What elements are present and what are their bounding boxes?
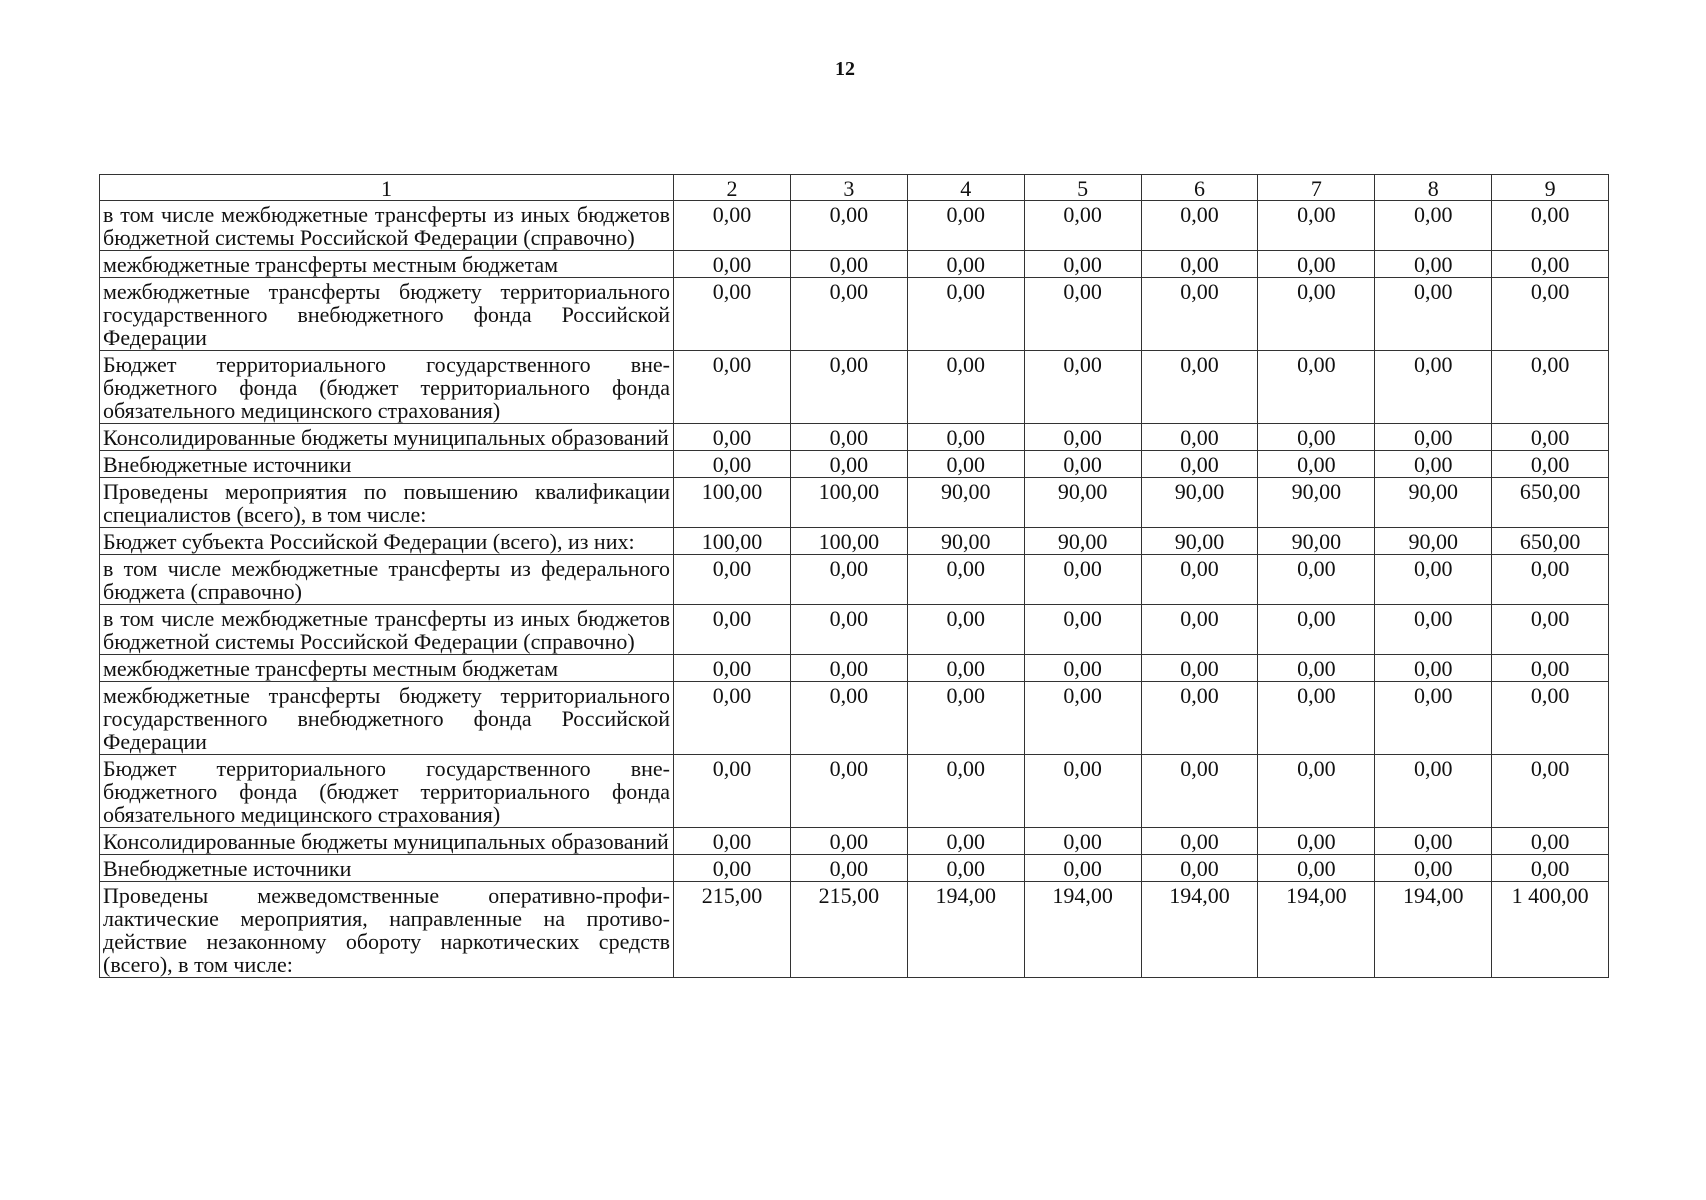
value-cell: 0,00 [790, 424, 907, 451]
value-cell: 100,00 [674, 528, 791, 555]
value-cell: 0,00 [1141, 655, 1258, 682]
table-row [100, 855, 1609, 882]
value-cell: 0,00 [674, 755, 791, 828]
value-cell: 0,00 [1492, 855, 1609, 882]
value-cell: 0,00 [1492, 424, 1609, 451]
column-header: 2 [674, 175, 791, 201]
value-cell: 0,00 [790, 251, 907, 278]
row-label: межбюджетные трансферты бюджету территориального государственного внебюджетного фонда Российской Федерации [100, 682, 674, 755]
value-cell: 194,00 [1375, 882, 1492, 978]
value-cell: 0,00 [1492, 655, 1609, 682]
value-cell: 215,00 [674, 882, 791, 978]
value-cell: 1 400,00 [1492, 882, 1609, 978]
value-cell: 90,00 [1375, 478, 1492, 528]
value-cell: 0,00 [1024, 755, 1141, 828]
table-row [100, 528, 1609, 555]
value-cell: 0,00 [1024, 451, 1141, 478]
row-label: Проведены мероприятия по повышению квалификации специалистов (всего), в том числе: [100, 478, 674, 528]
value-cell: 0,00 [1024, 828, 1141, 855]
row-label: в том числе межбюджетные трансферты из иных бюджетов бюджетной системы Российской Федерации (справочно) [100, 201, 674, 251]
value-cell: 90,00 [1258, 478, 1375, 528]
value-cell: 0,00 [1141, 555, 1258, 605]
value-cell: 650,00 [1492, 478, 1609, 528]
value-cell: 0,00 [1375, 555, 1492, 605]
table-row [100, 605, 1609, 655]
value-cell: 0,00 [674, 251, 791, 278]
value-cell: 0,00 [1492, 755, 1609, 828]
value-cell: 90,00 [1141, 478, 1258, 528]
value-cell: 0,00 [907, 855, 1024, 882]
value-cell: 0,00 [1024, 605, 1141, 655]
value-cell: 0,00 [790, 278, 907, 351]
row-label: Бюджет субъекта Российской Федерации (всего), из них: [100, 528, 674, 555]
value-cell: 0,00 [1024, 351, 1141, 424]
value-cell: 90,00 [907, 478, 1024, 528]
row-label: Проведены межведомственные оперативно-профилактические мероприятия, направленные на противодействие незаконному обороту наркотических средств (всего), в том числе: [100, 882, 674, 978]
row-label: Бюджет территориального государственного внебюджетного фонда (бюджет территориального фонда обязательного медицинского страхования) [100, 755, 674, 828]
value-cell: 0,00 [1492, 828, 1609, 855]
value-cell: 0,00 [1375, 655, 1492, 682]
value-cell: 0,00 [1024, 201, 1141, 251]
value-cell: 0,00 [790, 682, 907, 755]
value-cell: 0,00 [907, 655, 1024, 682]
table-row [100, 755, 1609, 828]
column-header: 3 [790, 175, 907, 201]
value-cell: 0,00 [1258, 278, 1375, 351]
column-header: 9 [1492, 175, 1609, 201]
table-header-row [100, 175, 1609, 201]
value-cell: 0,00 [907, 605, 1024, 655]
value-cell: 194,00 [1141, 882, 1258, 978]
value-cell: 0,00 [1141, 755, 1258, 828]
value-cell: 0,00 [1024, 278, 1141, 351]
table-row [100, 882, 1609, 978]
value-cell: 194,00 [907, 882, 1024, 978]
value-cell: 0,00 [1141, 251, 1258, 278]
value-cell: 0,00 [1492, 351, 1609, 424]
value-cell: 0,00 [1375, 828, 1492, 855]
value-cell: 0,00 [1258, 605, 1375, 655]
value-cell: 0,00 [907, 278, 1024, 351]
value-cell: 0,00 [1258, 201, 1375, 251]
value-cell: 0,00 [1375, 251, 1492, 278]
table-row [100, 424, 1609, 451]
value-cell: 0,00 [1375, 755, 1492, 828]
value-cell: 0,00 [1258, 682, 1375, 755]
row-label: межбюджетные трансферты местным бюджетам [100, 655, 674, 682]
value-cell: 0,00 [674, 655, 791, 682]
value-cell: 0,00 [1141, 855, 1258, 882]
table-row [100, 451, 1609, 478]
value-cell: 0,00 [1375, 351, 1492, 424]
value-cell: 0,00 [1258, 855, 1375, 882]
row-label: Консолидированные бюджеты муниципальных образований [100, 424, 674, 451]
row-label: Консолидированные бюджеты муниципальных образований [100, 828, 674, 855]
value-cell: 0,00 [907, 251, 1024, 278]
column-header: 1 [100, 175, 674, 201]
row-label: межбюджетные трансферты местным бюджетам [100, 251, 674, 278]
value-cell: 0,00 [1492, 682, 1609, 755]
value-cell: 100,00 [674, 478, 791, 528]
value-cell: 90,00 [1024, 528, 1141, 555]
table-row [100, 251, 1609, 278]
value-cell: 0,00 [674, 451, 791, 478]
table-row [100, 828, 1609, 855]
value-cell: 0,00 [907, 828, 1024, 855]
table-body [100, 201, 1609, 978]
value-cell: 0,00 [1492, 201, 1609, 251]
value-cell: 0,00 [907, 555, 1024, 605]
value-cell: 0,00 [1375, 278, 1492, 351]
value-cell: 0,00 [1024, 855, 1141, 882]
value-cell: 650,00 [1492, 528, 1609, 555]
value-cell: 0,00 [1258, 451, 1375, 478]
column-header: 4 [907, 175, 1024, 201]
value-cell: 0,00 [674, 351, 791, 424]
value-cell: 0,00 [1024, 555, 1141, 605]
value-cell: 0,00 [1141, 278, 1258, 351]
budget-table [99, 174, 1609, 978]
column-header: 8 [1375, 175, 1492, 201]
table-row [100, 351, 1609, 424]
value-cell: 0,00 [1141, 424, 1258, 451]
row-label: Внебюджетные источники [100, 451, 674, 478]
value-cell: 0,00 [907, 451, 1024, 478]
value-cell: 0,00 [1375, 424, 1492, 451]
table-row [100, 682, 1609, 755]
value-cell: 0,00 [1141, 682, 1258, 755]
value-cell: 215,00 [790, 882, 907, 978]
value-cell: 0,00 [1024, 424, 1141, 451]
value-cell: 0,00 [1258, 251, 1375, 278]
row-label: Бюджет территориального государственного внебюджетного фонда (бюджет территориального фонда обязательного медицинского страхования) [100, 351, 674, 424]
value-cell: 0,00 [1141, 351, 1258, 424]
table-row [100, 278, 1609, 351]
value-cell: 90,00 [1024, 478, 1141, 528]
value-cell: 0,00 [1141, 605, 1258, 655]
value-cell: 0,00 [1492, 555, 1609, 605]
value-cell: 0,00 [674, 555, 791, 605]
row-label: Внебюджетные источники [100, 855, 674, 882]
value-cell: 0,00 [907, 351, 1024, 424]
value-cell: 0,00 [674, 828, 791, 855]
value-cell: 0,00 [1141, 201, 1258, 251]
value-cell: 0,00 [790, 555, 907, 605]
value-cell: 0,00 [790, 655, 907, 682]
value-cell: 0,00 [674, 682, 791, 755]
value-cell: 0,00 [1375, 855, 1492, 882]
column-header: 5 [1024, 175, 1141, 201]
value-cell: 0,00 [1492, 451, 1609, 478]
value-cell: 0,00 [1375, 682, 1492, 755]
value-cell: 194,00 [1258, 882, 1375, 978]
value-cell: 0,00 [674, 605, 791, 655]
value-cell: 0,00 [907, 201, 1024, 251]
value-cell: 0,00 [790, 605, 907, 655]
value-cell: 100,00 [790, 528, 907, 555]
value-cell: 0,00 [674, 201, 791, 251]
value-cell: 0,00 [1258, 755, 1375, 828]
value-cell: 0,00 [907, 755, 1024, 828]
value-cell: 0,00 [790, 855, 907, 882]
value-cell: 194,00 [1024, 882, 1141, 978]
column-header: 6 [1141, 175, 1258, 201]
page-number: 12 [835, 58, 855, 80]
table-row [100, 478, 1609, 528]
value-cell: 100,00 [790, 478, 907, 528]
value-cell: 0,00 [790, 755, 907, 828]
value-cell: 0,00 [674, 278, 791, 351]
value-cell: 0,00 [1258, 555, 1375, 605]
value-cell: 0,00 [1375, 605, 1492, 655]
value-cell: 0,00 [1375, 451, 1492, 478]
value-cell: 0,00 [1258, 424, 1375, 451]
value-cell: 0,00 [674, 424, 791, 451]
row-label: в том числе межбюджетные трансферты из иных бюджетов бюджетной системы Российской Федерации (справочно) [100, 605, 674, 655]
value-cell: 90,00 [1375, 528, 1492, 555]
value-cell: 0,00 [1024, 251, 1141, 278]
value-cell: 0,00 [1375, 201, 1492, 251]
value-cell: 0,00 [1492, 251, 1609, 278]
value-cell: 0,00 [790, 828, 907, 855]
value-cell: 0,00 [1258, 655, 1375, 682]
value-cell: 0,00 [1024, 682, 1141, 755]
column-header: 7 [1258, 175, 1375, 201]
value-cell: 0,00 [1492, 278, 1609, 351]
value-cell: 0,00 [790, 201, 907, 251]
value-cell: 0,00 [1141, 828, 1258, 855]
value-cell: 0,00 [1141, 451, 1258, 478]
table-row [100, 655, 1609, 682]
value-cell: 0,00 [790, 351, 907, 424]
value-cell: 0,00 [1492, 605, 1609, 655]
value-cell: 90,00 [1258, 528, 1375, 555]
table-row [100, 201, 1609, 251]
value-cell: 90,00 [907, 528, 1024, 555]
value-cell: 0,00 [674, 855, 791, 882]
value-cell: 0,00 [907, 682, 1024, 755]
value-cell: 0,00 [907, 424, 1024, 451]
value-cell: 90,00 [1141, 528, 1258, 555]
table-row [100, 555, 1609, 605]
row-label: в том числе межбюджетные трансферты из федерального бюджета (справочно) [100, 555, 674, 605]
row-label: межбюджетные трансферты бюджету территориального государственного внебюджетного фонда Российской Федерации [100, 278, 674, 351]
value-cell: 0,00 [1024, 655, 1141, 682]
value-cell: 0,00 [1258, 351, 1375, 424]
value-cell: 0,00 [1258, 828, 1375, 855]
value-cell: 0,00 [790, 451, 907, 478]
